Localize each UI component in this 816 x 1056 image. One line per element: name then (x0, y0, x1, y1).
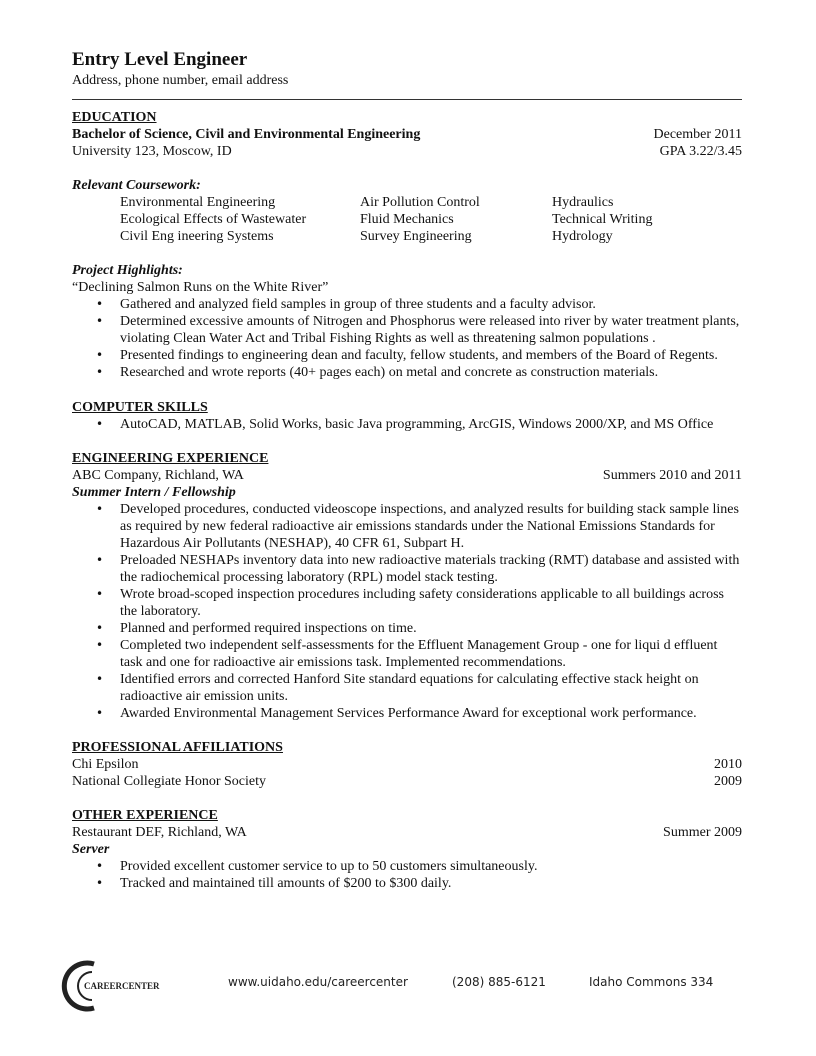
employment-date: Summers 2010 and 2011 (602, 468, 742, 483)
course: Ecological Effects of Wastewater (120, 212, 307, 227)
affiliation-year: 2009 (714, 774, 742, 789)
project-label: Project Highlights: (72, 263, 183, 278)
affiliation-year: 2010 (714, 757, 742, 772)
career-center-logo (68, 960, 160, 1010)
engineering-experience-heading: ENGINEERING EXPERIENCE (72, 451, 269, 466)
logo-text: CAREERCENTER (84, 981, 160, 991)
school: University 123, Moscow, ID (72, 144, 232, 159)
other-experience-section (72, 807, 742, 892)
header-divider (72, 99, 742, 100)
list-item: • Awarded Environmental Management Services Performance Award for exceptional work performance. (72, 705, 742, 722)
education-section (72, 109, 742, 381)
list-item: • Tracked and maintained till amounts of $200 to $300 daily. (72, 875, 742, 892)
list-item: • AutoCAD, MATLAB, Solid Works, basic Java programming, ArcGIS, Windows 2000/XP, and MS Office (72, 416, 742, 433)
project-bullets (72, 296, 742, 381)
list-item: • Determined excessive amounts of Nitrogen and Phosphorus were released into river by water treatment plants, violating Clean Water Act and Tribal Fishing Rights as well as threatening salmon populations . (72, 313, 742, 347)
list-item: • Researched and wrote reports (40+ pages each) on metal and concrete as construction materials. (72, 364, 742, 381)
course: Environmental Engineering (120, 195, 276, 210)
skills-bullets (72, 416, 742, 433)
list-item: • Gathered and analyzed field samples in group of three students and a faculty advisor. (72, 296, 742, 313)
coursework-grid (72, 194, 742, 245)
engineering-experience-section (72, 450, 742, 722)
list-item: • Provided excellent customer service to up to 50 customers simultaneously. (72, 858, 742, 875)
affiliation-row (72, 773, 742, 790)
affiliations-heading: PROFESSIONAL AFFILIATIONS (72, 740, 283, 755)
job-title: Summer Intern / Fellowship (72, 485, 236, 500)
affiliation-row (72, 756, 742, 773)
computer-skills-heading: COMPUTER SKILLS (72, 400, 208, 415)
course: Civil Eng ineering Systems (120, 229, 274, 244)
computer-skills-section (72, 399, 742, 433)
employer: ABC Company, Richland, WA (72, 468, 244, 483)
job-title: Server (72, 842, 110, 857)
engineering-bullets (72, 501, 742, 722)
coursework-label: Relevant Coursework: (72, 178, 201, 193)
footer (68, 960, 748, 1010)
resume-name: Entry Level Engineer (72, 49, 248, 70)
course: Survey Engineering (360, 229, 472, 244)
affiliation-name: Chi Epsilon (72, 757, 139, 772)
other-bullets (72, 858, 742, 892)
course: Hydrology (552, 229, 613, 244)
list-item: • Completed two independent self-assessments for the Effluent Management Group - one for liqui d effluent task and one for radioactive air emissions task. Implemented recommendations. (72, 637, 742, 671)
footer-location: Idaho Commons 334 (589, 975, 714, 989)
list-item: • Developed procedures, conducted videoscope inspections, and analyzed results for building stack sample lines as required by new federal radioactive air emissions standards under the National Emissions Standards for Hazardous Air Pollutants (NESHAP), 40 CFR 61, Subpart H. (72, 501, 742, 552)
course: Fluid Mechanics (360, 212, 454, 227)
affiliations-section (72, 739, 742, 790)
contact-info: Address, phone number, email address (72, 73, 289, 88)
school-row (72, 143, 742, 160)
graduation-date: December 2011 (653, 127, 742, 142)
degree-row (72, 126, 742, 143)
list-item: • Planned and performed required inspections on time. (72, 620, 742, 637)
footer-phone: (208) 885-6121 (452, 975, 546, 989)
gpa: GPA 3.22/3.45 (659, 144, 742, 159)
other-experience-heading: OTHER EXPERIENCE (72, 808, 218, 823)
project-title: “Declining Salmon Runs on the White River” (72, 280, 329, 295)
list-item: • Identified errors and corrected Hanford Site standard equations for calculating effective stack height on radioactive air emission units. (72, 671, 742, 705)
list-item: • Wrote broad-scoped inspection procedures including safety considerations applicable to all buildings across the laboratory. (72, 586, 742, 620)
list-item: • Preloaded NESHAPs inventory data into new radioactive materials tracking (RMT) database and assisted with the radiochemical processing laboratory (RPL) model stack testing. (72, 552, 742, 586)
course: Technical Writing (552, 212, 653, 227)
list-item: • Presented findings to engineering dean and faculty, fellow students, and members of the Board of Regents. (72, 347, 742, 364)
employer: Restaurant DEF, Richland, WA (72, 825, 247, 840)
employer-row (72, 824, 742, 841)
course: Air Pollution Control (360, 195, 480, 210)
course: Hydraulics (552, 195, 614, 210)
footer-website[interactable]: www.uidaho.edu/careercenter (228, 975, 408, 989)
employment-date: Summer 2009 (663, 825, 742, 840)
affiliation-name: National Collegiate Honor Society (72, 774, 267, 789)
education-heading: EDUCATION (72, 110, 157, 125)
degree: Bachelor of Science, Civil and Environmental Engineering (72, 127, 421, 142)
employer-row (72, 467, 742, 484)
